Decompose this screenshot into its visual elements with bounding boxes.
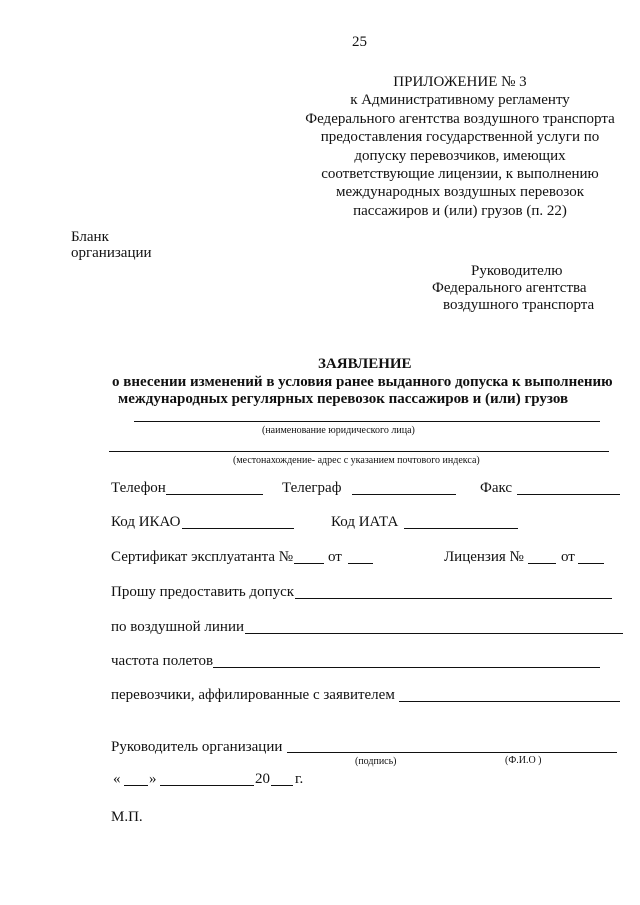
date-year-field[interactable] — [271, 785, 293, 786]
license-label: Лицензия № — [444, 549, 524, 565]
stamp-place: М.П. — [111, 809, 143, 825]
location-line[interactable] — [109, 451, 609, 452]
date-open-quote: « — [113, 771, 121, 787]
appendix-line: предоставления государственной услуги по — [320, 129, 600, 146]
license-from-label: от — [561, 549, 575, 565]
addressee-line2: Федерального агентства — [432, 280, 587, 296]
appendix-line: к Административному регламенту — [350, 92, 570, 109]
appendix-line: соответствующие лицензии, к выполнению — [321, 166, 599, 183]
letterhead-line1: Бланк — [71, 229, 109, 245]
letterhead-line2: организации — [71, 245, 152, 261]
appendix-line: пассажиров и (или) грузов (п. 22) — [353, 202, 567, 219]
license-number-field[interactable] — [528, 563, 556, 564]
request-label: Прошу предоставить допуск — [111, 584, 295, 600]
statement-subtitle-line2: международных регулярных перевозок пассажиров и (или) грузов — [118, 391, 569, 407]
certificate-date-field[interactable] — [348, 563, 373, 564]
affiliated-field[interactable] — [399, 701, 620, 702]
frequency-field[interactable] — [213, 667, 600, 668]
appendix-title: ПРИЛОЖЕНИЕ № 3 — [393, 74, 527, 90]
request-field[interactable] — [295, 598, 612, 599]
fio-caption: (Ф.И.О ) — [505, 755, 542, 766]
statement-subtitle-line1: о внесении изменений в условия ранее выданного допуска к выполнению — [112, 374, 613, 390]
affiliated-label: перевозчики, аффилированные с заявителем — [111, 687, 395, 703]
addressee-line1: Руководителю — [471, 263, 563, 279]
legal-name-caption: (наименование юридического лица) — [262, 425, 415, 436]
telegraph-field[interactable] — [352, 494, 456, 495]
icao-field[interactable] — [182, 528, 294, 529]
date-month-field[interactable] — [160, 785, 254, 786]
head-signature-field[interactable] — [287, 752, 617, 753]
certificate-label: Сертификат эксплуатанта № — [111, 549, 294, 565]
certificate-from-label: от — [328, 549, 342, 565]
iata-field[interactable] — [404, 528, 518, 529]
date-day-field[interactable] — [124, 785, 148, 786]
certificate-number-field[interactable] — [294, 563, 324, 564]
appendix-line: международных воздушных перевозок — [335, 184, 584, 201]
iata-label: Код ИАТА — [331, 514, 399, 530]
location-caption: (местонахождение- адрес с указанием почтового индекса) — [233, 455, 480, 466]
addressee-line3: воздушного транспорта — [443, 297, 595, 313]
license-date-field[interactable] — [578, 563, 604, 564]
air-route-label: по воздушной линии — [111, 619, 244, 635]
date-close-quote: » — [149, 771, 157, 787]
statement-title: ЗАЯВЛЕНИЕ — [318, 356, 412, 372]
appendix-line: допуску перевозчиков, имеющих — [354, 147, 566, 164]
fax-label: Факс — [480, 480, 513, 496]
icao-label: Код ИКАО — [111, 514, 181, 530]
page-number: 25 — [352, 34, 367, 50]
head-label: Руководитель организации — [111, 739, 283, 755]
appendix-line: Федерального агентства воздушного транспорта — [305, 110, 615, 127]
signature-caption: (подпись) — [355, 756, 397, 767]
fax-field[interactable] — [517, 494, 620, 495]
phone-field[interactable] — [166, 494, 263, 495]
phone-label: Телефон — [111, 480, 166, 496]
legal-name-line[interactable] — [134, 421, 600, 422]
appendix-header — [285, 73, 635, 220]
air-route-field[interactable] — [245, 633, 623, 634]
year-suffix: г. — [295, 771, 304, 787]
telegraph-label: Телеграф — [282, 480, 342, 496]
year-prefix: 20 — [255, 771, 270, 787]
frequency-label: частота полетов — [111, 653, 214, 669]
